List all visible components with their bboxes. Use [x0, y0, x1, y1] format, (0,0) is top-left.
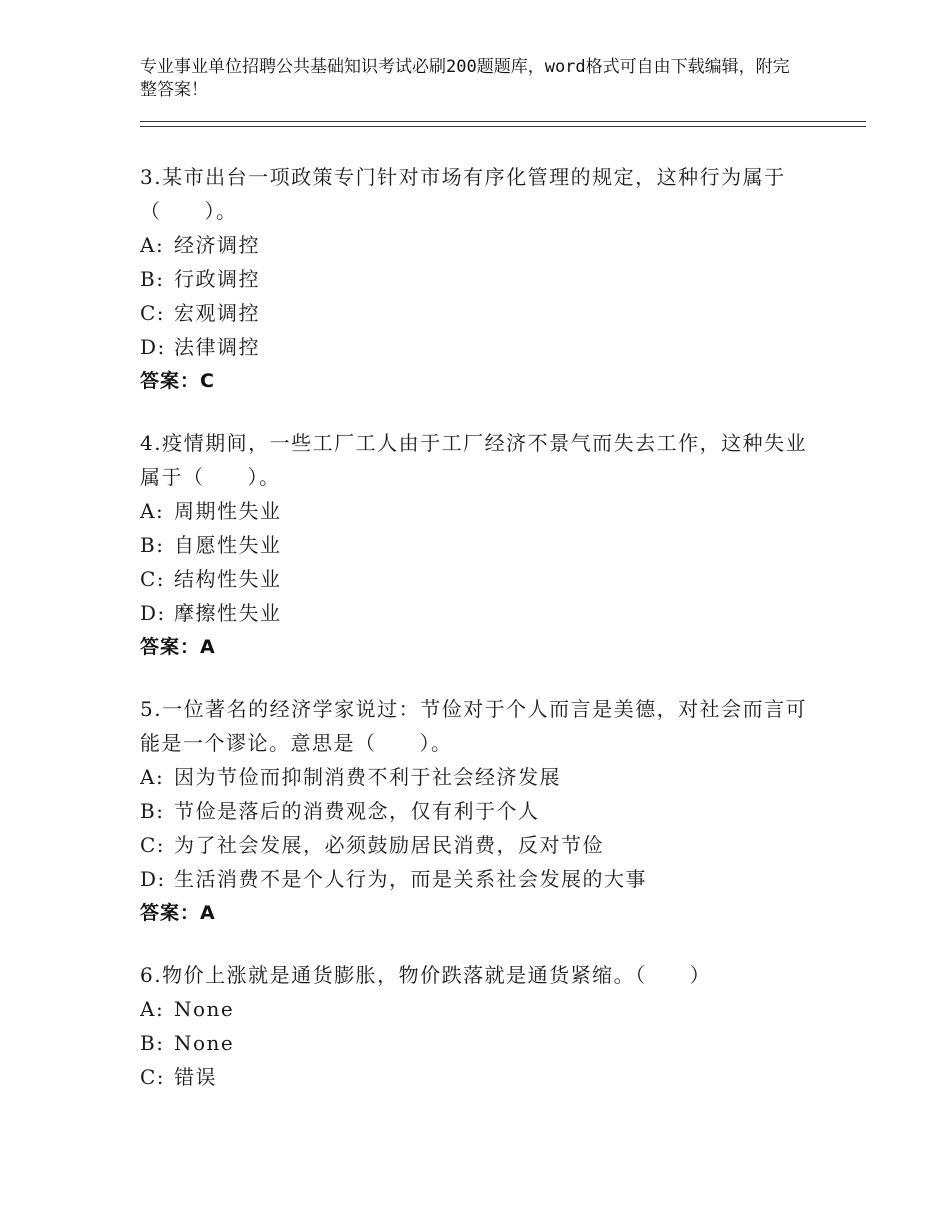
question-item: [140, 692, 810, 930]
option-a: [140, 494, 810, 528]
option-letter: B:: [140, 533, 165, 557]
question-list: [140, 160, 810, 1122]
option-text: 错误: [174, 1065, 217, 1089]
option-text: 法律调控: [174, 335, 260, 359]
option-letter: C:: [140, 301, 166, 325]
option-letter: B:: [140, 1031, 165, 1055]
option-c: [140, 828, 810, 862]
option-letter: D:: [140, 335, 166, 359]
question-stem: 5.一位著名的经济学家说过：节俭对于个人而言是美德，对社会而言可能是一个谬论。意思是（ ）。: [140, 697, 808, 755]
question-stem: 4.疫情期间，一些工厂工人由于工厂经济不景气而失去工作，这种失业属于（ ）。: [140, 431, 808, 489]
answer-line: 答案：A: [140, 902, 216, 924]
option-c: [140, 562, 810, 596]
question-item: [140, 958, 810, 1094]
option-letter: A:: [140, 765, 165, 789]
option-text: 自愿性失业: [174, 533, 282, 557]
option-text: 生活消费不是个人行为，而是关系社会发展的大事: [174, 867, 647, 891]
option-text: 经济调控: [174, 233, 260, 257]
option-d: [140, 862, 810, 896]
option-letter: A:: [140, 233, 165, 257]
option-text: 行政调控: [174, 267, 260, 291]
option-letter: C:: [140, 833, 166, 857]
option-text: 节俭是落后的消费观念，仅有利于个人: [174, 799, 540, 823]
option-letter: A:: [140, 499, 165, 523]
question-item: [140, 426, 810, 664]
option-text: 为了社会发展，必须鼓励居民消费，反对节俭: [174, 833, 604, 857]
question-stem: 6.物价上涨就是通货膨胀，物价跌落就是通货紧缩。（ ）: [140, 963, 712, 987]
question-stem: 3.某市出台一项政策专门针对市场有序化管理的规定，这种行为属于（ ）。: [140, 165, 786, 223]
option-letter: A:: [140, 997, 165, 1021]
option-letter: B:: [140, 799, 165, 823]
option-text: 因为节俭而抑制消费不利于社会经济发展: [174, 765, 561, 789]
option-d: [140, 596, 810, 630]
header-divider: [140, 121, 866, 127]
option-b: [140, 794, 810, 828]
answer-line: 答案：C: [140, 370, 215, 392]
option-text: None: [174, 997, 235, 1021]
option-a: [140, 760, 810, 794]
option-b: [140, 528, 810, 562]
option-text: 结构性失业: [174, 567, 282, 591]
answer-line: 答案：A: [140, 636, 216, 658]
document-header: 专业事业单位招聘公共基础知识考试必刷200题题库，word格式可自由下载编辑，附完整答案！: [140, 57, 790, 100]
option-text: 周期性失业: [174, 499, 282, 523]
question-item: [140, 160, 810, 398]
option-b: [140, 262, 810, 296]
option-text: 宏观调控: [174, 301, 260, 325]
option-letter: D:: [140, 601, 166, 625]
option-letter: B:: [140, 267, 165, 291]
option-letter: C:: [140, 567, 166, 591]
option-c: [140, 1060, 810, 1094]
option-letter: C:: [140, 1065, 166, 1089]
option-b: [140, 1026, 810, 1060]
option-a: [140, 992, 810, 1026]
option-a: [140, 228, 810, 262]
option-text: None: [174, 1031, 235, 1055]
option-d: [140, 330, 810, 364]
option-text: 摩擦性失业: [174, 601, 282, 625]
option-letter: D:: [140, 867, 166, 891]
option-c: [140, 296, 810, 330]
